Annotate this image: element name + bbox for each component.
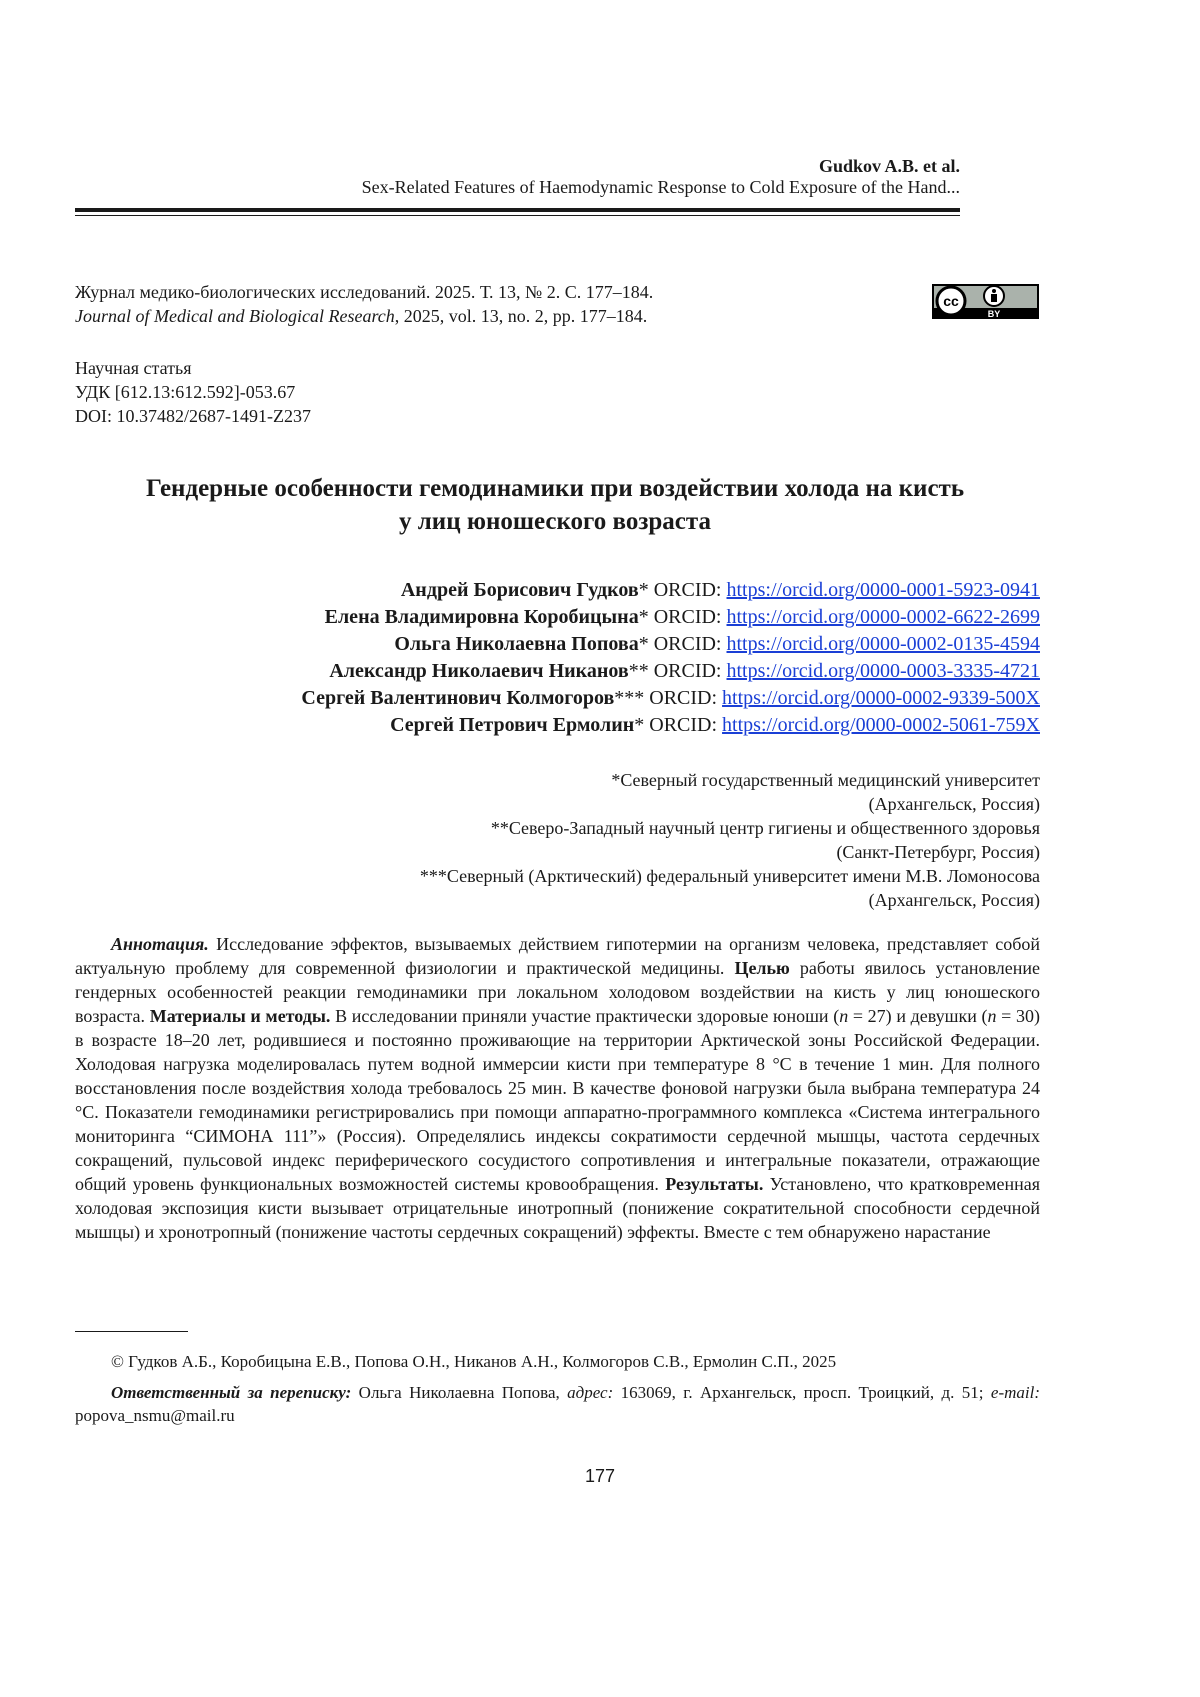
corr-email: popova_nsmu@mail.ru: [75, 1406, 235, 1425]
title-line-2: у лиц юношеского возраста: [75, 505, 1035, 538]
orcid-label: ORCID:: [649, 606, 727, 628]
author-name: Сергей Петрович Ермолин: [390, 714, 634, 736]
doi: DOI: 10.37482/2687-1491-Z237: [75, 404, 311, 428]
footnote-rule: [75, 1331, 188, 1332]
udc-code: УДК [612.13:612.592]-053.67: [75, 380, 311, 404]
affiliation-mark: **: [629, 660, 649, 682]
orcid-link[interactable]: https://orcid.org/0000-0001-5923-0941: [727, 579, 1041, 601]
orcid-link[interactable]: https://orcid.org/0000-0002-9339-500X: [722, 687, 1040, 709]
abstract-text-4: Установлено, что кратковременная холодовая экспозиция кисти вызывает отрицательные инотропный (понижение сократительной способности сердечной мышцы) и хронотропный (понижение частоты сердечных сокращений) эффекты. Вместе с тем обнаружено нарастание: [75, 1174, 1040, 1242]
orcid-link[interactable]: https://orcid.org/0000-0002-5061-759X: [722, 714, 1040, 736]
journal-volume-en: , 2025, vol. 13, no. 2, pp. 177–184.: [395, 306, 648, 326]
corr-name: Ольга Николаевна Попова,: [351, 1383, 567, 1402]
journal-citation-ru: Журнал медико-биологических исследований. 2025. Т. 13, № 2. С. 177–184.: [75, 280, 653, 304]
author-row: [301, 631, 1040, 658]
orcid-label: ORCID:: [649, 660, 727, 682]
copyright-footnote: © Гудков А.Б., Коробицына Е.В., Попова О.Н., Никанов А.Н., Колмогоров С.В., Ермолин С.П., 2025: [75, 1350, 1040, 1373]
orcid-link[interactable]: https://orcid.org/0000-0003-3335-4721: [727, 660, 1041, 682]
email-label: e-mail:: [991, 1383, 1040, 1402]
orcid-link[interactable]: https://orcid.org/0000-0002-0135-4594: [727, 633, 1041, 655]
article-title: [75, 472, 1035, 538]
correspondence-footnote: [75, 1381, 1040, 1427]
methods-label: Материалы и методы.: [150, 1006, 331, 1026]
affiliation-line: **Северо-Западный научный центр гигиены и общественного здоровья: [420, 816, 1040, 840]
abstract-text-3c: = 30) в возрасте 18–20 лет, родившиеся и постоянно проживающие на территории Арктической зоны Российской Федерации. Холодовая нагрузка моделировалась путем водной иммерсии кисти при температуре 8 °С в течение 1 мин. Для полного восстановления после воздействия холода требовалось 25 мин. В качестве фоновой нагрузки была выбрана температура 24 °С. Показатели гемодинамики регистрировались при помощи аппаратно-программного комплекса «Система интегрального мониторинга “СИМОНА 111”» (Россия). Определялись индексы сократимости сердечной мышцы, частота сердечных сокращений, пульсовой индекс периферического сосудистого сопротивления и интегральные показатели, отражающие общий уровень функциональных возможностей системы кровообращения.: [75, 1006, 1040, 1194]
author-row: [301, 712, 1040, 739]
affiliation-line: (Архангельск, Россия): [420, 792, 1040, 816]
abstract-text-3a: В исследовании приняли участие практически здоровые юноши (: [330, 1006, 839, 1026]
abstract-text-1: Исследование эффектов, вызываемых действием гипотермии на организм человека, представляет собой актуальную проблему для современной физиологии и практической медицины.: [75, 934, 1040, 978]
affiliation-line: ***Северный (Арктический) федеральный университет имени М.В. Ломоносова: [420, 864, 1040, 888]
journal-citation-en: [75, 304, 653, 328]
results-label: Результаты.: [665, 1174, 763, 1194]
header-rule-thin: [75, 215, 960, 216]
affiliations: [420, 768, 1040, 912]
affiliation-mark: *: [639, 579, 649, 601]
orcid-label: ORCID:: [649, 579, 727, 601]
affiliation-mark: *: [639, 606, 649, 628]
author-row: [301, 577, 1040, 604]
affiliation-line: (Санкт-Петербург, Россия): [420, 840, 1040, 864]
running-header-author: Gudkov A.B. et al.: [819, 156, 960, 177]
by-label: BY: [988, 309, 1001, 319]
n-symbol-1: n: [839, 1006, 848, 1026]
page-number: 177: [0, 1466, 1200, 1487]
affiliation-line: (Архангельск, Россия): [420, 888, 1040, 912]
addr-label: адрес:: [567, 1383, 613, 1402]
aim-label: Целью: [734, 958, 789, 978]
header-rule-thick: [75, 208, 960, 212]
orcid-label: ORCID:: [649, 633, 727, 655]
article-type: Научная статья: [75, 356, 311, 380]
corr-address: 163069, г. Архангельск, просп. Троицкий, д. 51;: [613, 1383, 991, 1402]
abstract-label: Аннотация.: [111, 934, 209, 954]
author-name: Сергей Валентинович Колмогоров: [301, 687, 614, 709]
corr-label: Ответственный за переписку:: [111, 1383, 351, 1402]
cc-by-license-badge: [932, 284, 1039, 319]
orcid-link[interactable]: https://orcid.org/0000-0002-6622-2699: [727, 606, 1041, 628]
author-list: [301, 577, 1040, 739]
svg-text:cc: cc: [943, 293, 959, 309]
author-row: [301, 604, 1040, 631]
affiliation-mark: *: [634, 714, 644, 736]
journal-citation: [75, 280, 653, 328]
title-line-1: Гендерные особенности гемодинамики при воздействии холода на кисть: [75, 472, 1035, 505]
affiliation-mark: ***: [614, 687, 644, 709]
orcid-label: ORCID:: [644, 714, 722, 736]
author-row: [301, 685, 1040, 712]
orcid-label: ORCID:: [644, 687, 722, 709]
author-name: Ольга Николаевна Попова: [394, 633, 638, 655]
abstract: [75, 932, 1040, 1244]
n-symbol-2: n: [988, 1006, 997, 1026]
affiliation-line: *Северный государственный медицинский университет: [420, 768, 1040, 792]
affiliation-mark: *: [639, 633, 649, 655]
author-name: Андрей Борисович Гудков: [401, 579, 639, 601]
author-name: Александр Николаевич Никанов: [329, 660, 628, 682]
journal-name-en: Journal of Medical and Biological Research: [75, 306, 395, 326]
author-row: [301, 658, 1040, 685]
running-header-title: Sex-Related Features of Haemodynamic Response to Cold Exposure of the Hand...: [362, 177, 960, 198]
abstract-text-3b: = 27) и девушки (: [848, 1006, 987, 1026]
article-metadata: [75, 356, 311, 428]
cc-by-logo-icon: [932, 284, 1039, 319]
author-name: Елена Владимировна Коробицына: [325, 606, 639, 628]
abstract-text-2: работы явилось установление гендерных особенностей реакции гемодинамики при локальном холодовом воздействии на кисть у лиц юношеского возраста.: [75, 958, 1040, 1026]
